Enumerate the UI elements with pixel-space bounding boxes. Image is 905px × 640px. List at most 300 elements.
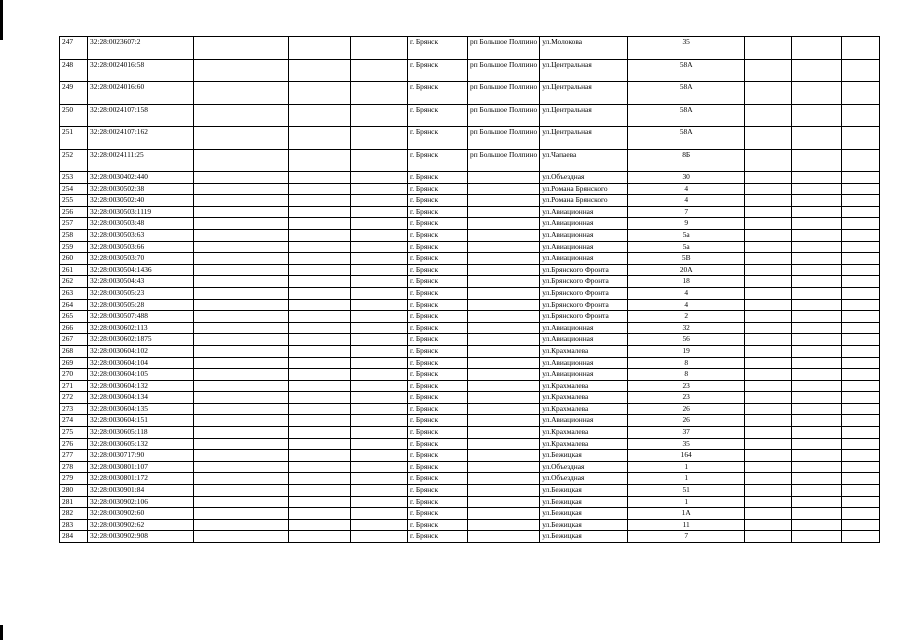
row-number-cell: 262 bbox=[60, 276, 88, 288]
empty-cell-cell bbox=[351, 485, 408, 497]
row-number-cell: 268 bbox=[60, 345, 88, 357]
empty-cell-cell bbox=[842, 253, 880, 265]
empty-cell-cell bbox=[194, 461, 289, 473]
cadastral-number-cell: 32:28:0024107:162 bbox=[88, 127, 194, 150]
empty-cell-cell bbox=[194, 531, 289, 543]
street-cell: ул.Бежицкая bbox=[540, 531, 628, 543]
empty-cell-cell bbox=[745, 403, 792, 415]
table-row bbox=[60, 299, 880, 311]
house-number-cell: 56 bbox=[628, 334, 745, 346]
row-number-cell: 271 bbox=[60, 380, 88, 392]
row-number-cell: 251 bbox=[60, 127, 88, 150]
empty-cell-cell bbox=[792, 438, 842, 450]
cadastral-number-cell: 32:28:0030717:90 bbox=[88, 450, 194, 462]
empty-cell-cell bbox=[351, 311, 408, 323]
empty-cell-cell bbox=[745, 82, 792, 105]
empty-cell-cell bbox=[792, 37, 842, 60]
empty-cell-cell bbox=[194, 415, 289, 427]
table-row bbox=[60, 287, 880, 299]
empty-cell-cell bbox=[842, 206, 880, 218]
settlement-cell bbox=[468, 218, 540, 230]
house-number-cell: 5а bbox=[628, 229, 745, 241]
empty-cell-cell bbox=[289, 345, 351, 357]
street-cell: ул.Центральная bbox=[540, 104, 628, 127]
empty-cell-cell bbox=[194, 473, 289, 485]
empty-cell-cell bbox=[792, 531, 842, 543]
empty-cell-cell bbox=[792, 264, 842, 276]
house-number-cell: 4 bbox=[628, 195, 745, 207]
empty-cell-cell bbox=[194, 427, 289, 439]
empty-cell-cell bbox=[351, 427, 408, 439]
empty-cell-cell bbox=[745, 508, 792, 520]
empty-cell-cell bbox=[289, 322, 351, 334]
settlement-cell bbox=[468, 496, 540, 508]
empty-cell-cell bbox=[351, 183, 408, 195]
settlement-cell: рп Большое Полпино bbox=[468, 127, 540, 150]
empty-cell-cell bbox=[792, 415, 842, 427]
house-number-cell: 5а bbox=[628, 241, 745, 253]
empty-cell-cell bbox=[842, 299, 880, 311]
empty-cell-cell bbox=[194, 438, 289, 450]
street-cell: ул.Брянского Фронта bbox=[540, 276, 628, 288]
empty-cell-cell bbox=[351, 508, 408, 520]
row-number-cell: 274 bbox=[60, 415, 88, 427]
table-row bbox=[60, 264, 880, 276]
street-cell: ул.Брянского Фронта bbox=[540, 299, 628, 311]
city-cell: г. Брянск bbox=[408, 334, 468, 346]
empty-cell-cell bbox=[745, 37, 792, 60]
row-number-cell: 263 bbox=[60, 287, 88, 299]
empty-cell-cell bbox=[792, 519, 842, 531]
empty-cell-cell bbox=[194, 334, 289, 346]
empty-cell-cell bbox=[792, 334, 842, 346]
street-cell: ул.Брянского Фронта bbox=[540, 264, 628, 276]
empty-cell-cell bbox=[842, 218, 880, 230]
empty-cell-cell bbox=[194, 149, 289, 172]
city-cell: г. Брянск bbox=[408, 450, 468, 462]
city-cell: г. Брянск bbox=[408, 218, 468, 230]
street-cell: ул.Романа Брянского bbox=[540, 195, 628, 207]
street-cell: ул.Авиационная bbox=[540, 357, 628, 369]
table-row bbox=[60, 380, 880, 392]
empty-cell-cell bbox=[194, 311, 289, 323]
cadastral-number-cell: 32:28:0030902:62 bbox=[88, 519, 194, 531]
empty-cell-cell bbox=[351, 496, 408, 508]
house-number-cell: 30 bbox=[628, 172, 745, 184]
empty-cell-cell bbox=[842, 380, 880, 392]
street-cell: ул.Авиационная bbox=[540, 369, 628, 381]
empty-cell-cell bbox=[842, 427, 880, 439]
row-number-cell: 257 bbox=[60, 218, 88, 230]
empty-cell-cell bbox=[194, 369, 289, 381]
cadastral-number-cell: 32:28:0030402:440 bbox=[88, 172, 194, 184]
empty-cell-cell bbox=[842, 59, 880, 82]
row-number-cell: 260 bbox=[60, 253, 88, 265]
city-cell: г. Брянск bbox=[408, 287, 468, 299]
city-cell: г. Брянск bbox=[408, 415, 468, 427]
empty-cell-cell bbox=[792, 311, 842, 323]
empty-cell-cell bbox=[792, 345, 842, 357]
cadastral-number-cell: 32:28:0030507:488 bbox=[88, 311, 194, 323]
street-cell: ул.Бежицкая bbox=[540, 508, 628, 520]
city-cell: г. Брянск bbox=[408, 519, 468, 531]
empty-cell-cell bbox=[745, 473, 792, 485]
cadastral-number-cell: 32:28:0030503:1119 bbox=[88, 206, 194, 218]
empty-cell-cell bbox=[289, 218, 351, 230]
settlement-cell bbox=[468, 172, 540, 184]
house-number-cell: 18 bbox=[628, 276, 745, 288]
empty-cell-cell bbox=[351, 206, 408, 218]
empty-cell-cell bbox=[289, 287, 351, 299]
table-row bbox=[60, 229, 880, 241]
empty-cell-cell bbox=[792, 287, 842, 299]
settlement-cell bbox=[468, 392, 540, 404]
empty-cell-cell bbox=[351, 519, 408, 531]
settlement-cell bbox=[468, 531, 540, 543]
street-cell: ул.Авиационная bbox=[540, 322, 628, 334]
city-cell: г. Брянск bbox=[408, 392, 468, 404]
settlement-cell bbox=[468, 473, 540, 485]
empty-cell-cell bbox=[792, 473, 842, 485]
empty-cell-cell bbox=[842, 485, 880, 497]
settlement-cell bbox=[468, 287, 540, 299]
empty-cell-cell bbox=[842, 264, 880, 276]
city-cell: г. Брянск bbox=[408, 380, 468, 392]
table-row bbox=[60, 473, 880, 485]
street-cell: ул.Крахмалева bbox=[540, 392, 628, 404]
empty-cell-cell bbox=[792, 485, 842, 497]
empty-cell-cell bbox=[194, 519, 289, 531]
city-cell: г. Брянск bbox=[408, 345, 468, 357]
empty-cell-cell bbox=[289, 508, 351, 520]
empty-cell-cell bbox=[351, 287, 408, 299]
empty-cell-cell bbox=[745, 127, 792, 150]
city-cell: г. Брянск bbox=[408, 59, 468, 82]
empty-cell-cell bbox=[289, 403, 351, 415]
empty-cell-cell bbox=[842, 287, 880, 299]
empty-cell-cell bbox=[351, 380, 408, 392]
empty-cell-cell bbox=[289, 264, 351, 276]
empty-cell-cell bbox=[289, 59, 351, 82]
city-cell: г. Брянск bbox=[408, 311, 468, 323]
city-cell: г. Брянск bbox=[408, 322, 468, 334]
cadastral-number-cell: 32:28:0024107:158 bbox=[88, 104, 194, 127]
street-cell: ул.Авиационная bbox=[540, 334, 628, 346]
empty-cell-cell bbox=[194, 195, 289, 207]
table-row bbox=[60, 276, 880, 288]
empty-cell-cell bbox=[842, 195, 880, 207]
row-number-cell: 270 bbox=[60, 369, 88, 381]
empty-cell-cell bbox=[745, 264, 792, 276]
table-row bbox=[60, 427, 880, 439]
settlement-cell bbox=[468, 299, 540, 311]
empty-cell-cell bbox=[745, 195, 792, 207]
settlement-cell bbox=[468, 264, 540, 276]
settlement-cell bbox=[468, 311, 540, 323]
city-cell: г. Брянск bbox=[408, 427, 468, 439]
house-number-cell: 4 bbox=[628, 183, 745, 195]
row-number-cell: 253 bbox=[60, 172, 88, 184]
empty-cell-cell bbox=[351, 357, 408, 369]
settlement-cell bbox=[468, 253, 540, 265]
empty-cell-cell bbox=[289, 369, 351, 381]
empty-cell-cell bbox=[842, 82, 880, 105]
empty-cell-cell bbox=[842, 149, 880, 172]
table-row bbox=[60, 485, 880, 497]
empty-cell-cell bbox=[194, 287, 289, 299]
row-number-cell: 275 bbox=[60, 427, 88, 439]
table-row bbox=[60, 241, 880, 253]
empty-cell-cell bbox=[745, 380, 792, 392]
row-number-cell: 261 bbox=[60, 264, 88, 276]
empty-cell-cell bbox=[351, 299, 408, 311]
empty-cell-cell bbox=[194, 253, 289, 265]
empty-cell-cell bbox=[745, 345, 792, 357]
empty-cell-cell bbox=[792, 357, 842, 369]
table-row bbox=[60, 369, 880, 381]
empty-cell-cell bbox=[351, 229, 408, 241]
empty-cell-cell bbox=[792, 149, 842, 172]
table-row bbox=[60, 322, 880, 334]
empty-cell-cell bbox=[842, 37, 880, 60]
empty-cell-cell bbox=[351, 334, 408, 346]
empty-cell-cell bbox=[792, 206, 842, 218]
house-number-cell: 51 bbox=[628, 485, 745, 497]
scan-edge-mark-top bbox=[0, 0, 3, 40]
empty-cell-cell bbox=[351, 104, 408, 127]
empty-cell-cell bbox=[792, 496, 842, 508]
street-cell: ул.Объездная bbox=[540, 473, 628, 485]
city-cell: г. Брянск bbox=[408, 241, 468, 253]
empty-cell-cell bbox=[289, 519, 351, 531]
house-number-cell: 1А bbox=[628, 508, 745, 520]
empty-cell-cell bbox=[792, 229, 842, 241]
row-number-cell: 277 bbox=[60, 450, 88, 462]
house-number-cell: 164 bbox=[628, 450, 745, 462]
empty-cell-cell bbox=[745, 241, 792, 253]
settlement-cell bbox=[468, 345, 540, 357]
house-number-cell: 8Б bbox=[628, 149, 745, 172]
house-number-cell: 8 bbox=[628, 369, 745, 381]
cadastral-number-cell: 32:28:0024016:60 bbox=[88, 82, 194, 105]
row-number-cell: 283 bbox=[60, 519, 88, 531]
settlement-cell bbox=[468, 519, 540, 531]
empty-cell-cell bbox=[792, 276, 842, 288]
empty-cell-cell bbox=[289, 415, 351, 427]
empty-cell-cell bbox=[745, 427, 792, 439]
settlement-cell bbox=[468, 276, 540, 288]
empty-cell-cell bbox=[842, 241, 880, 253]
table-row bbox=[60, 345, 880, 357]
empty-cell-cell bbox=[792, 403, 842, 415]
row-number-cell: 269 bbox=[60, 357, 88, 369]
cadastral-number-cell: 32:28:0030602:113 bbox=[88, 322, 194, 334]
empty-cell-cell bbox=[792, 59, 842, 82]
house-number-cell: 1 bbox=[628, 461, 745, 473]
empty-cell-cell bbox=[792, 241, 842, 253]
empty-cell-cell bbox=[351, 415, 408, 427]
house-number-cell: 19 bbox=[628, 345, 745, 357]
city-cell: г. Брянск bbox=[408, 149, 468, 172]
street-cell: ул.Чапаева bbox=[540, 149, 628, 172]
cadastral-number-cell: 32:28:0030604:151 bbox=[88, 415, 194, 427]
empty-cell-cell bbox=[842, 415, 880, 427]
empty-cell-cell bbox=[351, 37, 408, 60]
city-cell: г. Брянск bbox=[408, 276, 468, 288]
settlement-cell bbox=[468, 403, 540, 415]
house-number-cell: 35 bbox=[628, 37, 745, 60]
empty-cell-cell bbox=[351, 392, 408, 404]
cadastral-number-cell: 32:28:0030604:134 bbox=[88, 392, 194, 404]
empty-cell-cell bbox=[745, 531, 792, 543]
city-cell: г. Брянск bbox=[408, 195, 468, 207]
settlement-cell: рп Большое Полпино bbox=[468, 37, 540, 60]
empty-cell-cell bbox=[842, 104, 880, 127]
empty-cell-cell bbox=[842, 322, 880, 334]
scan-edge-mark-bottom bbox=[0, 625, 3, 640]
settlement-cell bbox=[468, 241, 540, 253]
empty-cell-cell bbox=[289, 253, 351, 265]
street-cell: ул.Бежицкая bbox=[540, 519, 628, 531]
empty-cell-cell bbox=[792, 508, 842, 520]
empty-cell-cell bbox=[194, 229, 289, 241]
empty-cell-cell bbox=[842, 311, 880, 323]
empty-cell-cell bbox=[792, 82, 842, 105]
street-cell: ул.Авиационная bbox=[540, 415, 628, 427]
table-row bbox=[60, 403, 880, 415]
city-cell: г. Брянск bbox=[408, 369, 468, 381]
city-cell: г. Брянск bbox=[408, 461, 468, 473]
table-row bbox=[60, 311, 880, 323]
cadastral-number-cell: 32:28:0030604:104 bbox=[88, 357, 194, 369]
empty-cell-cell bbox=[351, 253, 408, 265]
empty-cell-cell bbox=[351, 127, 408, 150]
empty-cell-cell bbox=[351, 82, 408, 105]
city-cell: г. Брянск bbox=[408, 403, 468, 415]
row-number-cell: 284 bbox=[60, 531, 88, 543]
cadastral-number-cell: 32:28:0030503:66 bbox=[88, 241, 194, 253]
empty-cell-cell bbox=[194, 264, 289, 276]
city-cell: г. Брянск bbox=[408, 264, 468, 276]
cadastral-number-cell: 32:28:0030604:102 bbox=[88, 345, 194, 357]
city-cell: г. Брянск bbox=[408, 496, 468, 508]
house-number-cell: 20А bbox=[628, 264, 745, 276]
empty-cell-cell bbox=[792, 392, 842, 404]
settlement-cell bbox=[468, 415, 540, 427]
row-number-cell: 258 bbox=[60, 229, 88, 241]
empty-cell-cell bbox=[792, 299, 842, 311]
table-row bbox=[60, 206, 880, 218]
row-number-cell: 267 bbox=[60, 334, 88, 346]
empty-cell-cell bbox=[792, 253, 842, 265]
empty-cell-cell bbox=[351, 461, 408, 473]
empty-cell-cell bbox=[745, 229, 792, 241]
empty-cell-cell bbox=[745, 276, 792, 288]
cadastral-number-cell: 32:28:0030801:107 bbox=[88, 461, 194, 473]
row-number-cell: 264 bbox=[60, 299, 88, 311]
cadastral-number-cell: 32:28:0030503:48 bbox=[88, 218, 194, 230]
empty-cell-cell bbox=[842, 369, 880, 381]
house-number-cell: 1 bbox=[628, 473, 745, 485]
empty-cell-cell bbox=[194, 206, 289, 218]
empty-cell-cell bbox=[842, 531, 880, 543]
empty-cell-cell bbox=[745, 415, 792, 427]
row-number-cell: 247 bbox=[60, 37, 88, 60]
empty-cell-cell bbox=[745, 392, 792, 404]
empty-cell-cell bbox=[792, 450, 842, 462]
empty-cell-cell bbox=[745, 369, 792, 381]
empty-cell-cell bbox=[194, 241, 289, 253]
cadastral-number-cell: 32:28:0030604:135 bbox=[88, 403, 194, 415]
table-row bbox=[60, 37, 880, 60]
settlement-cell bbox=[468, 322, 540, 334]
cadastral-number-cell: 32:28:0030605:118 bbox=[88, 427, 194, 439]
row-number-cell: 255 bbox=[60, 195, 88, 207]
cadastral-number-cell: 32:28:0030502:40 bbox=[88, 195, 194, 207]
empty-cell-cell bbox=[745, 299, 792, 311]
settlement-cell bbox=[468, 183, 540, 195]
cadastral-number-cell: 32:28:0030801:172 bbox=[88, 473, 194, 485]
street-cell: ул.Авиационная bbox=[540, 241, 628, 253]
empty-cell-cell bbox=[194, 357, 289, 369]
house-number-cell: 26 bbox=[628, 403, 745, 415]
empty-cell-cell bbox=[745, 485, 792, 497]
empty-cell-cell bbox=[351, 276, 408, 288]
settlement-cell: рп Большое Полпино bbox=[468, 59, 540, 82]
empty-cell-cell bbox=[289, 37, 351, 60]
city-cell: г. Брянск bbox=[408, 473, 468, 485]
empty-cell-cell bbox=[842, 473, 880, 485]
table-row bbox=[60, 357, 880, 369]
empty-cell-cell bbox=[194, 345, 289, 357]
street-cell: ул.Авиационная bbox=[540, 229, 628, 241]
empty-cell-cell bbox=[289, 172, 351, 184]
house-number-cell: 1 bbox=[628, 496, 745, 508]
cadastral-number-cell: 32:28:0030503:70 bbox=[88, 253, 194, 265]
empty-cell-cell bbox=[289, 183, 351, 195]
empty-cell-cell bbox=[842, 496, 880, 508]
empty-cell-cell bbox=[745, 334, 792, 346]
street-cell: ул.Объездная bbox=[540, 172, 628, 184]
empty-cell-cell bbox=[194, 450, 289, 462]
empty-cell-cell bbox=[351, 241, 408, 253]
house-number-cell: 58А bbox=[628, 59, 745, 82]
empty-cell-cell bbox=[289, 334, 351, 346]
settlement-cell bbox=[468, 427, 540, 439]
empty-cell-cell bbox=[289, 206, 351, 218]
cadastral-number-cell: 32:28:0030901:84 bbox=[88, 485, 194, 497]
house-number-cell: 26 bbox=[628, 415, 745, 427]
empty-cell-cell bbox=[289, 299, 351, 311]
empty-cell-cell bbox=[351, 149, 408, 172]
empty-cell-cell bbox=[842, 183, 880, 195]
empty-cell-cell bbox=[745, 149, 792, 172]
house-number-cell: 9 bbox=[628, 218, 745, 230]
settlement-cell bbox=[468, 461, 540, 473]
empty-cell-cell bbox=[745, 519, 792, 531]
table-row bbox=[60, 334, 880, 346]
row-number-cell: 281 bbox=[60, 496, 88, 508]
table-row bbox=[60, 59, 880, 82]
house-number-cell: 58А bbox=[628, 127, 745, 150]
empty-cell-cell bbox=[351, 172, 408, 184]
empty-cell-cell bbox=[792, 104, 842, 127]
empty-cell-cell bbox=[351, 195, 408, 207]
empty-cell-cell bbox=[194, 172, 289, 184]
city-cell: г. Брянск bbox=[408, 508, 468, 520]
empty-cell-cell bbox=[351, 59, 408, 82]
table-row bbox=[60, 104, 880, 127]
